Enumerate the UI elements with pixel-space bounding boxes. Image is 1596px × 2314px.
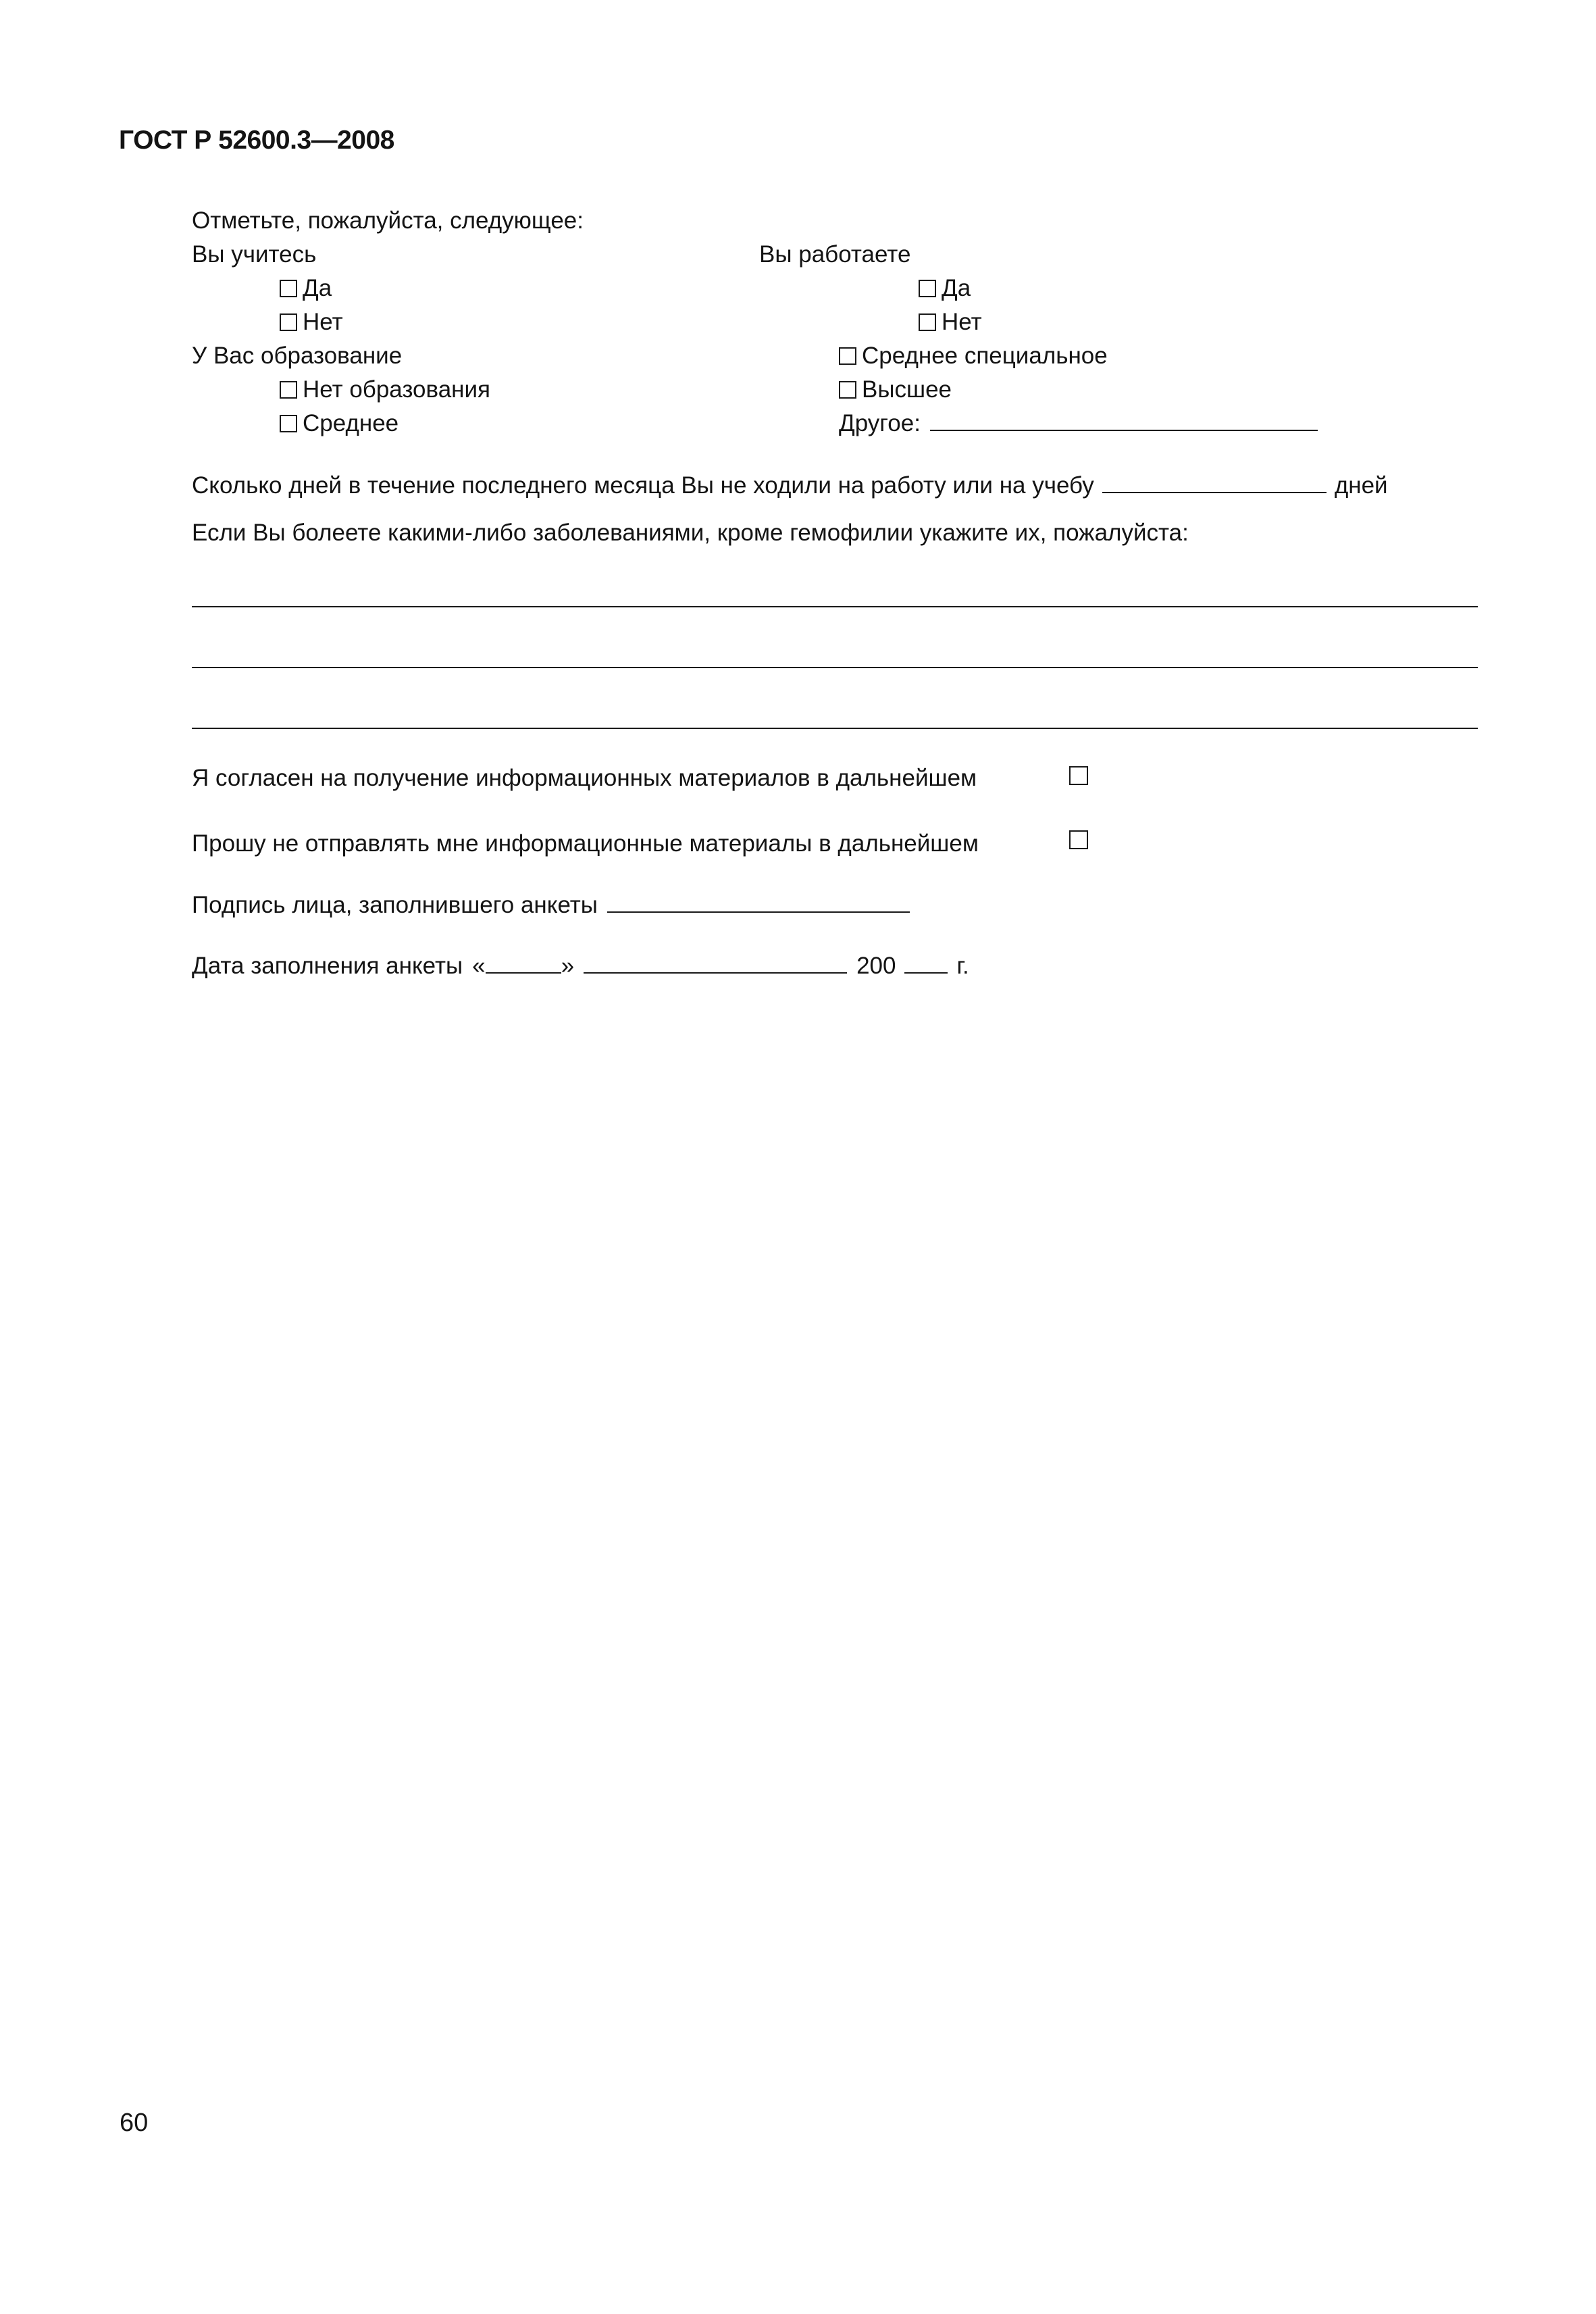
study-no-label: Нет [303, 309, 343, 335]
consent-refuse-label: Прошу не отправлять мне информационные материалы в дальнейшем [192, 830, 979, 857]
date-year-suffix: г. [956, 953, 969, 979]
education-secondary-checkbox[interactable] [280, 415, 297, 432]
study-no-checkbox[interactable] [280, 313, 297, 331]
study-no-option[interactable] [280, 307, 343, 337]
work-yes-checkbox[interactable] [919, 280, 936, 297]
diseases-line-1[interactable] [192, 606, 1478, 607]
consent-receive-checkbox[interactable] [1069, 766, 1088, 785]
signature-row [192, 890, 910, 920]
education-question: У Вас образование [192, 343, 403, 369]
document-header: ГОСТ Р 52600.3—2008 [119, 126, 394, 155]
education-higher-option[interactable] [839, 375, 952, 405]
education-higher-checkbox[interactable] [839, 381, 856, 399]
days-missed-question: Сколько дней в течение последнего месяца Вы не ходили на работу или на учебу [192, 472, 1094, 499]
date-open-quote: « [472, 953, 486, 979]
other-diseases-prompt: Если Вы болеете какими-либо заболеваниями, кроме гемофилии укажите их, пожалуйста: [192, 520, 1189, 546]
date-day-field[interactable] [486, 952, 561, 974]
education-none-checkbox[interactable] [280, 381, 297, 399]
date-label: Дата заполнения анкеты [192, 953, 463, 979]
consent-receive-label: Я согласен на получение информационных материалов в дальнейшем [192, 765, 977, 791]
diseases-line-3[interactable] [192, 728, 1478, 729]
consent-refuse-checkbox[interactable] [1069, 830, 1088, 849]
days-missed-unit: дней [1334, 472, 1388, 499]
diseases-line-2[interactable] [192, 667, 1478, 668]
signature-label: Подпись лица, заполнившего анкеты [192, 892, 598, 918]
work-no-checkbox[interactable] [919, 313, 936, 331]
date-year-field[interactable] [904, 952, 948, 974]
days-missed-row [192, 471, 1388, 501]
work-no-option[interactable] [919, 307, 982, 337]
education-other-row [839, 409, 1318, 438]
page-number: 60 [120, 2109, 149, 2137]
form-intro: Отметьте, пожалуйста, следующее: [192, 207, 584, 234]
date-row [192, 951, 969, 981]
education-secondary-special-label: Среднее специальное [862, 343, 1108, 369]
date-month-field[interactable] [584, 952, 847, 974]
education-higher-label: Высшее [862, 376, 952, 403]
work-question: Вы работаете [759, 241, 911, 268]
study-yes-checkbox[interactable] [280, 280, 297, 297]
education-secondary-special-checkbox[interactable] [839, 347, 856, 365]
days-missed-field[interactable] [1102, 472, 1327, 493]
study-yes-option[interactable] [280, 274, 332, 303]
date-close-quote: » [561, 953, 575, 979]
work-no-label: Нет [942, 309, 982, 335]
education-other-field[interactable] [930, 409, 1318, 431]
education-none-option[interactable] [280, 375, 490, 405]
work-yes-label: Да [942, 275, 971, 301]
study-question: Вы учитесь [192, 241, 317, 268]
signature-field[interactable] [607, 891, 910, 913]
education-other-label: Другое: [839, 410, 921, 436]
education-none-label: Нет образования [303, 376, 491, 403]
date-year-prefix: 200 [856, 953, 896, 979]
work-yes-option[interactable] [919, 274, 971, 303]
education-secondary-label: Среднее [303, 410, 399, 436]
education-secondary-special-option[interactable] [839, 341, 1108, 371]
education-secondary-option[interactable] [280, 409, 398, 438]
study-yes-label: Да [303, 275, 332, 301]
